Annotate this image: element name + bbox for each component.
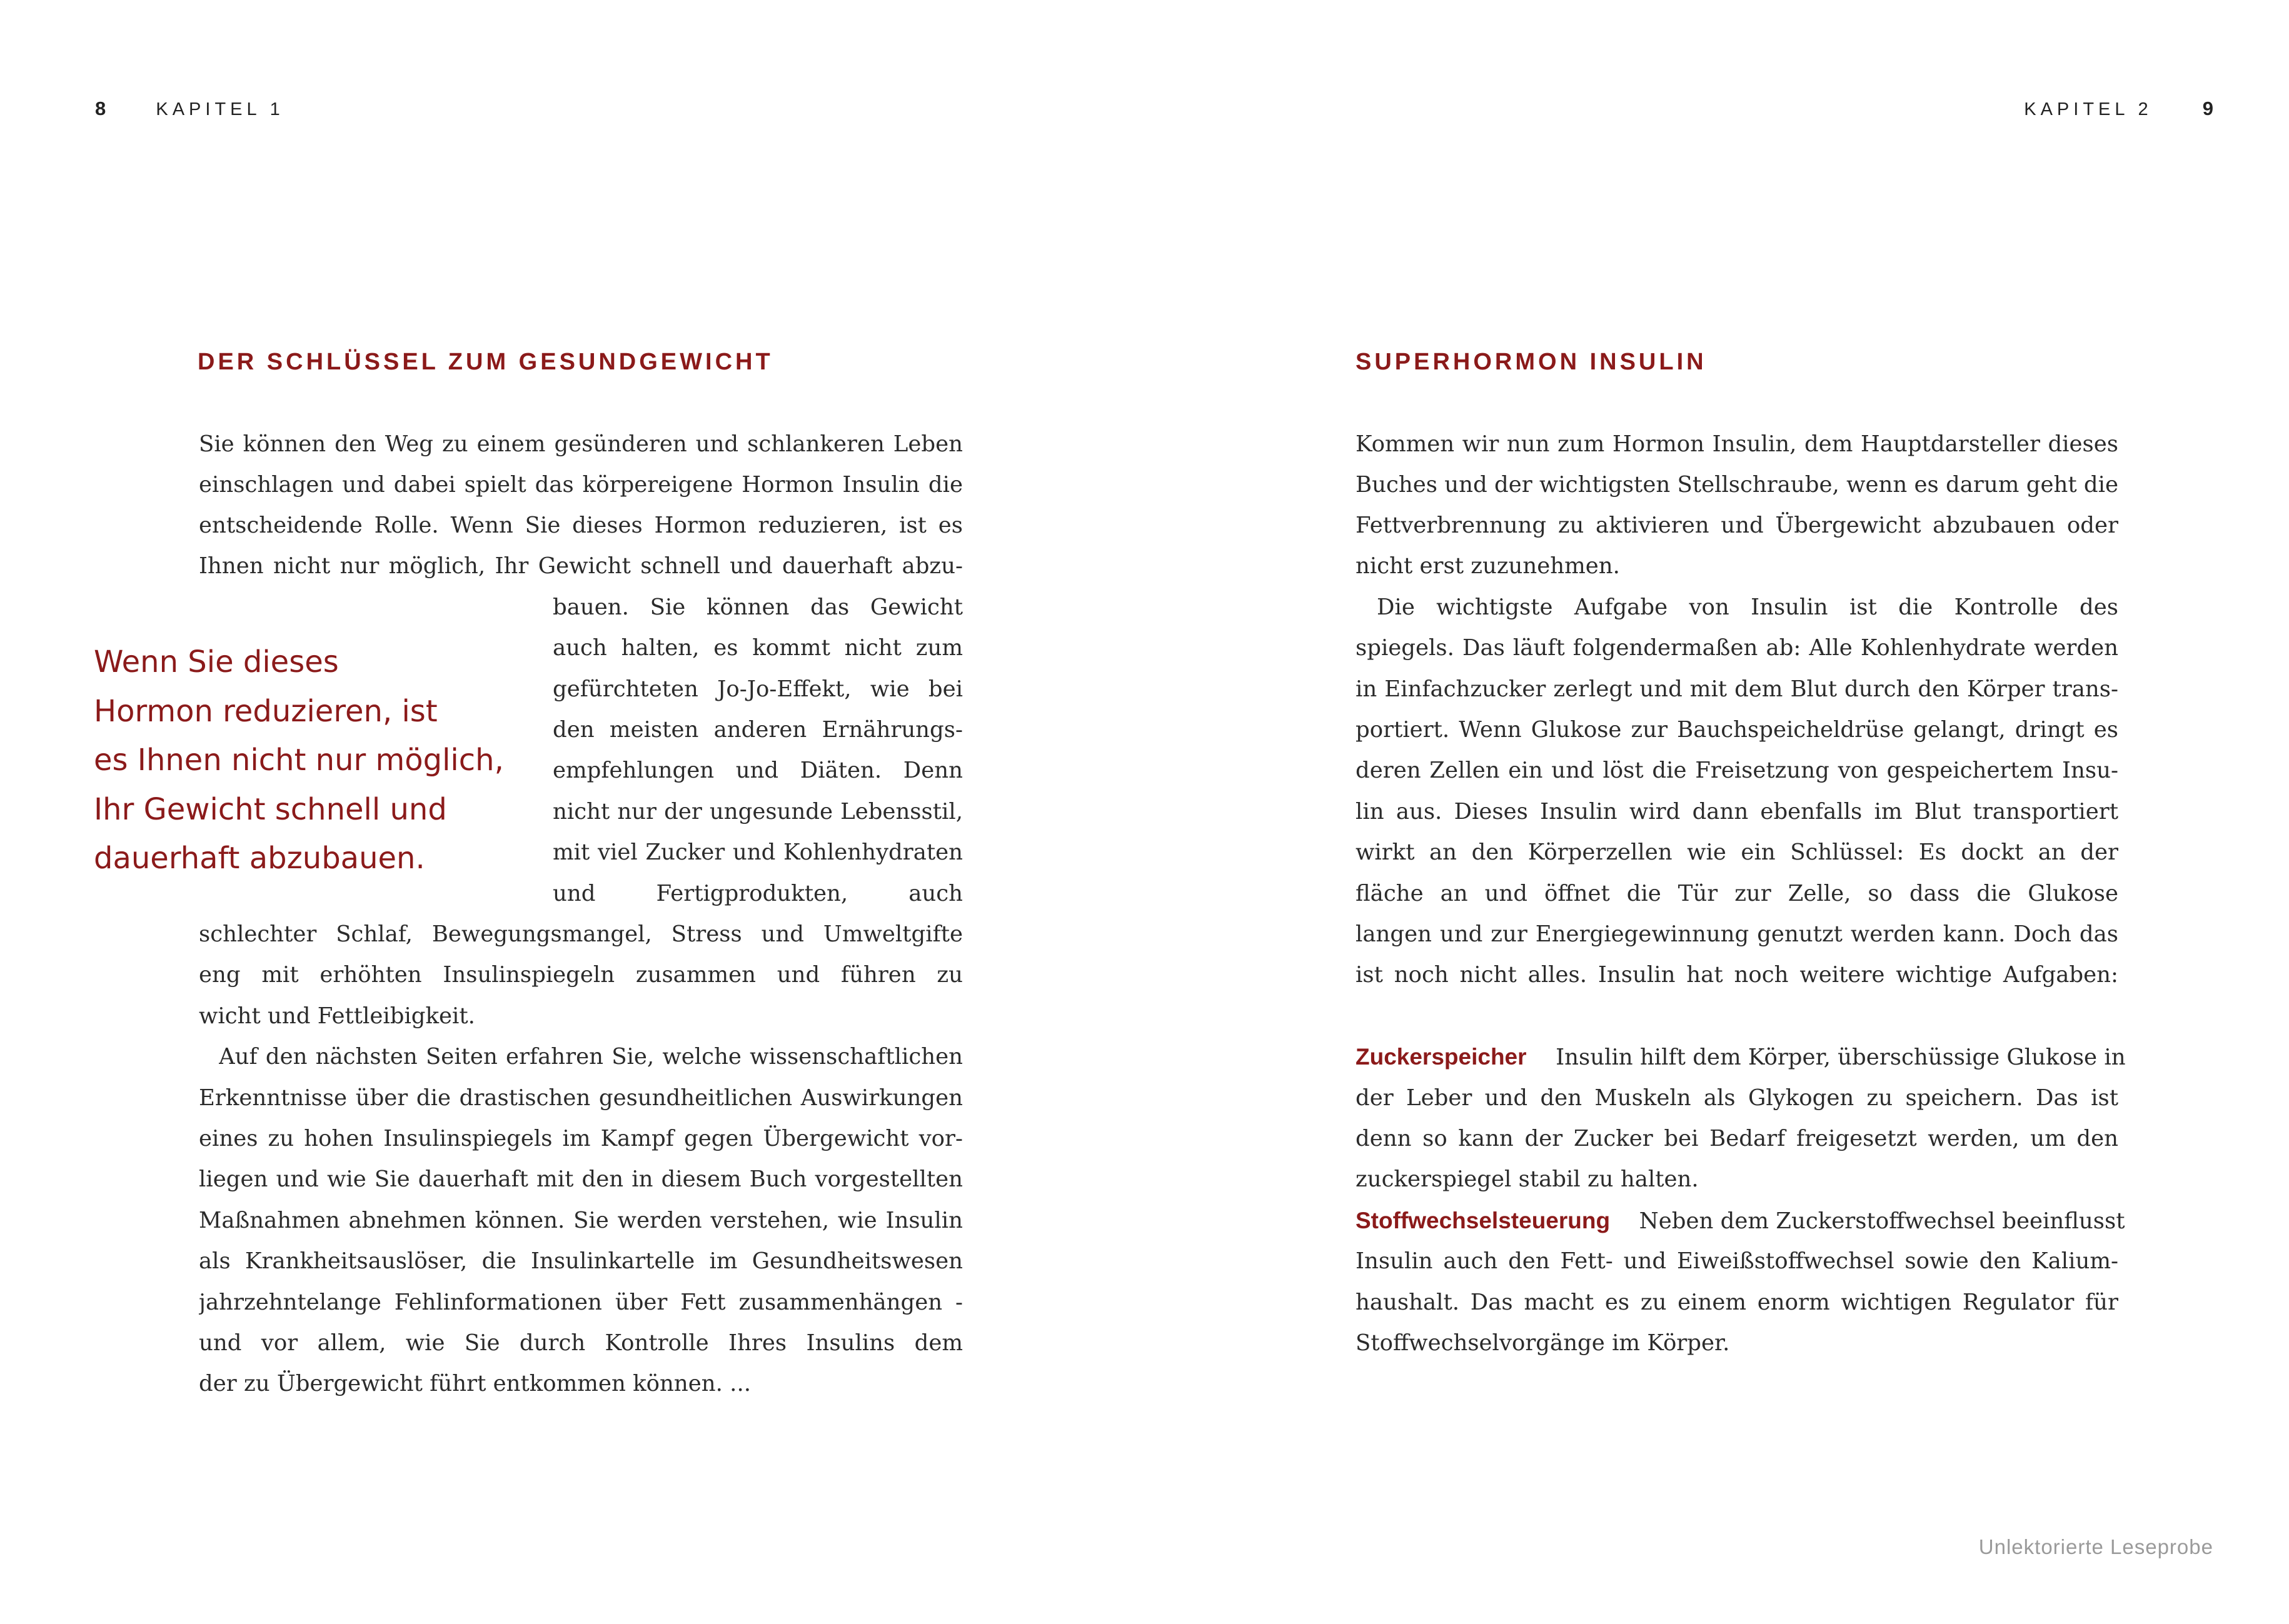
left-body-line: entscheidende Rolle. Wenn Sie dieses Hormon reduzieren, ist es (199, 513, 963, 538)
term-stoffwechselsteuerung-label: Stoffwechselsteuerung (1356, 1208, 1611, 1233)
left-body-line: der zu Übergewicht führt entkommen können. ... (199, 1371, 752, 1396)
left-body-line: bauen. Sie können das Gewicht (553, 594, 963, 620)
footer-note: Unlektorierte Leseprobe (1978, 1535, 2213, 1558)
left-page-header (95, 96, 284, 121)
right-body-line: Buches und der wichtigsten Stellschraube, wenn es darum geht die (1356, 472, 2118, 498)
left-body-line: Auf den nächsten Seiten erfahren Sie, welche wissenschaftlichen (219, 1044, 963, 1070)
right-body-line: Kommen wir nun zum Hormon Insulin, dem Hauptdarsteller dieses (1356, 431, 2118, 457)
right-body-line: lin aus. Dieses Insulin wird dann ebenfalls im Blut transportiert (1356, 799, 2118, 825)
pull-quote: Wenn Sie dieses Hormon reduzieren, ist es Ihnen nicht nur möglich, Ihr Gewicht schnell und dauerhaft abzubauen. (94, 644, 504, 876)
left-body-line: liegen und wie Sie dauerhaft mit den in diesem Buch vorgestellten (199, 1166, 963, 1192)
left-body-line: auch halten, es kommt nicht zum (553, 635, 963, 661)
right-body-line: spiegels. Das läuft folgendermaßen ab: Alle Kohlenhydrate werden (1356, 635, 2118, 661)
right-body-line: der Leber und den Muskeln als Glykogen zu speichern. Das ist (1356, 1085, 2118, 1111)
term-zuckerspeicher-label: Zuckerspeicher (1356, 1044, 1527, 1070)
left-body-line: jahrzehntelange Fehlinformationen über Fett zusammenhängen - (199, 1290, 963, 1315)
left-body-line: empfehlungen und Diäten. Denn (553, 758, 963, 783)
right-body-line: portiert. Wenn Glukose zur Bauchspeicheldrüse gelangt, dringt es (1356, 717, 2118, 743)
term-stoffwechselsteuerung (1356, 1205, 2125, 1236)
right-body-line: Stoffwechselvorgänge im Körper. (1356, 1330, 1730, 1356)
left-body-line: Maßnahmen abnehmen können. Sie werden verstehen, wie Insulin (199, 1208, 963, 1233)
right-body-line: denn so kann der Zucker bei Bedarf freigesetzt werden, um den (1356, 1126, 2118, 1151)
left-body-line: eng mit erhöhten Insulinspiegeln zusammen und führen zu (199, 962, 963, 988)
right-page-heading: SUPERHORMON INSULIN (1356, 349, 1707, 375)
left-body-line: gefürchteten Jo-Jo-Effekt, wie bei (553, 676, 963, 702)
right-body-line: zuckerspiegel stabil zu halten. (1356, 1166, 1699, 1192)
left-body-line: wicht und Fettleibigkeit. (199, 1003, 475, 1029)
term-zuckerspeicher (1356, 1041, 2126, 1073)
right-body-line: Die wichtigste Aufgabe von Insulin ist die Kontrolle des (1377, 594, 2118, 620)
left-body-line: Sie können den Weg zu einem gesünderen und schlankeren Leben (199, 431, 963, 457)
term-stoffwechselsteuerung-text: Neben dem Zuckerstoffwechsel beeinflusst (1639, 1208, 2125, 1234)
right-body-line: haushalt. Das macht es zu einem enorm wichtigen Regulator für (1356, 1290, 2118, 1315)
left-body-line: eines zu hohen Insulinspiegels im Kampf gegen Übergewicht vor- (199, 1126, 963, 1151)
right-body-line: nicht erst zuzunehmen. (1356, 553, 1620, 579)
right-body-line: wirkt an den Körperzellen wie ein Schlüssel: Es dockt an der (1356, 840, 2118, 865)
right-body-line: ist noch nicht alles. Insulin hat noch weitere wichtige Aufgaben: (1356, 962, 2118, 988)
left-body-line: als Krankheitsauslöser, die Insulinkartelle im Gesundheitswesen (199, 1248, 963, 1274)
left-body-line: schlechter Schlaf, Bewegungsmangel, Stress und Umweltgifte (199, 921, 963, 947)
right-body-line: fläche an und öffnet die Tür zur Zelle, so dass die Glukose (1356, 881, 2118, 906)
left-body-line: und vor allem, wie Sie durch Kontrolle Ihres Insulins dem (199, 1330, 963, 1356)
left-body-line: Ihnen nicht nur möglich, Ihr Gewicht schnell und dauerhaft abzu- (199, 553, 963, 579)
right-chapter-label: KAPITEL 2 (2024, 99, 2153, 119)
left-chapter-label: KAPITEL 1 (156, 99, 284, 119)
left-page-number: 8 (95, 98, 106, 119)
right-body-line: deren Zellen ein und löst die Freisetzung von gespeichertem Insu- (1356, 758, 2118, 783)
left-body-line: den meisten anderen Ernährungs- (553, 717, 963, 743)
left-body-line: und Fertigprodukten, auch (553, 881, 963, 906)
left-body-line: mit viel Zucker und Kohlenhydraten (553, 840, 963, 865)
right-body-line: in Einfachzucker zerlegt und mit dem Blut durch den Körper trans- (1356, 676, 2118, 702)
right-body-line: Insulin auch den Fett- und Eiweißstoffwechsel sowie den Kalium- (1356, 1248, 2118, 1274)
left-body-line: nicht nur der ungesunde Lebensstil, (553, 799, 963, 825)
term-zuckerspeicher-text: Insulin hilft dem Körper, überschüssige Glukose in (1556, 1045, 2126, 1070)
right-page-header (2024, 96, 2213, 121)
right-page-number: 9 (2202, 98, 2213, 119)
right-body-line: Fettverbrennung zu aktivieren und Übergewicht abzubauen oder (1356, 513, 2118, 538)
left-page-heading: DER SCHLÜSSEL ZUM GESUNDGEWICHT (198, 349, 773, 375)
left-body-line: einschlagen und dabei spielt das körpereigene Hormon Insulin die (199, 472, 963, 498)
left-body-line: Erkenntnisse über die drastischen gesundheitlichen Auswirkungen (199, 1085, 963, 1111)
right-body-line: langen und zur Energiegewinnung genutzt werden kann. Doch das (1356, 921, 2118, 947)
